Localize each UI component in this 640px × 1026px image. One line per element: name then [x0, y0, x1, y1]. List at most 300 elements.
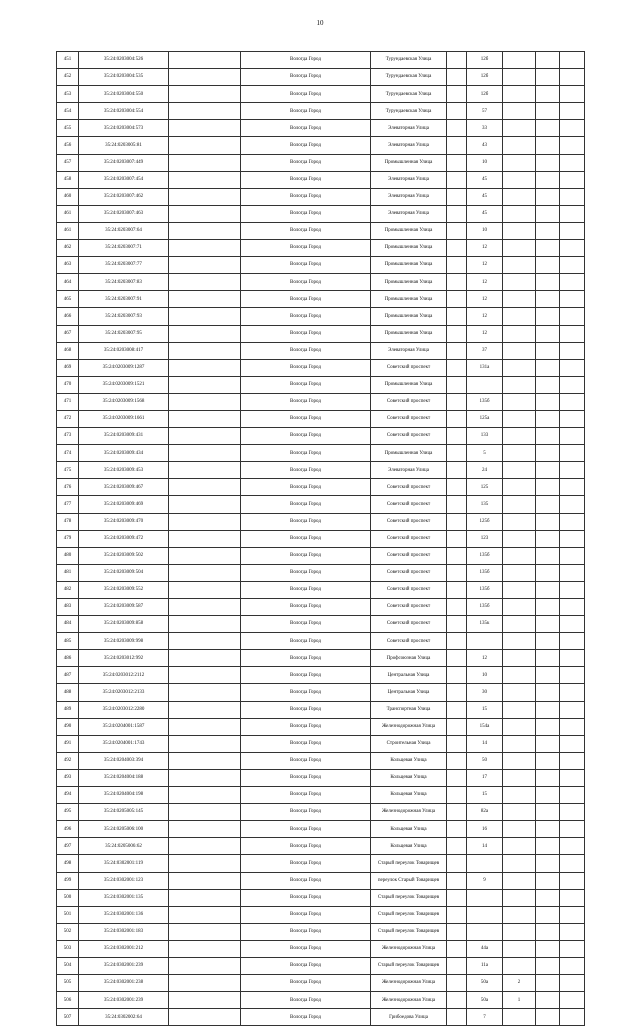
table-row: [57, 257, 585, 274]
empty-cell: [169, 1009, 241, 1026]
table-row: [57, 1009, 585, 1026]
empty-cell: [447, 513, 467, 530]
house-number: 135б: [467, 547, 503, 564]
empty-cell: [560, 581, 585, 598]
table-row: [57, 838, 585, 855]
empty-cell: [560, 376, 585, 393]
building-number: [503, 769, 536, 786]
extra-cell: [536, 906, 560, 923]
street: Элеваторная Улица: [371, 137, 447, 154]
empty-cell: [560, 804, 585, 821]
table-row: [57, 393, 585, 410]
city: Вологда Город: [241, 530, 371, 547]
street: Советский проспект: [371, 359, 447, 376]
street: Турундаевская Улица: [371, 69, 447, 86]
cadastral-number: 35:24:0203007:83: [79, 274, 169, 291]
city: Вологда Город: [241, 838, 371, 855]
extra-cell: [536, 205, 560, 222]
city: Вологда Город: [241, 804, 371, 821]
empty-cell: [169, 599, 241, 616]
cadastral-number: 35:24:0205006:100: [79, 821, 169, 838]
house-number: 17: [467, 769, 503, 786]
empty-cell: [560, 564, 585, 581]
empty-cell: [447, 308, 467, 325]
building-number: [503, 188, 536, 205]
extra-cell: [536, 188, 560, 205]
house-number: 131а: [467, 359, 503, 376]
street: Советский проспект: [371, 599, 447, 616]
empty-cell: [447, 769, 467, 786]
street: Старый переулок Товарищев: [371, 906, 447, 923]
city: Вологда Город: [241, 154, 371, 171]
extra-cell: [536, 701, 560, 718]
table-row: [57, 992, 585, 1009]
table-row: [57, 69, 585, 86]
house-number: 135б: [467, 393, 503, 410]
empty-cell: [447, 342, 467, 359]
empty-cell: [169, 69, 241, 86]
table-row: [57, 205, 585, 222]
extra-cell: [536, 599, 560, 616]
empty-cell: [447, 52, 467, 69]
row-number: 454: [57, 103, 79, 120]
empty-cell: [560, 291, 585, 308]
cadastral-number: 35:24:0204004:188: [79, 769, 169, 786]
empty-cell: [560, 650, 585, 667]
city: Вологда Город: [241, 650, 371, 667]
cadastral-number: 35:24:0203009:858: [79, 616, 169, 633]
city: Вологда Город: [241, 274, 371, 291]
row-number: 469: [57, 359, 79, 376]
street: Кольцевая Улица: [371, 752, 447, 769]
house-number: 135б: [467, 564, 503, 581]
empty-cell: [169, 650, 241, 667]
cadastral-number: 35:24:0203009:1287: [79, 359, 169, 376]
empty-cell: [560, 274, 585, 291]
table-row: [57, 513, 585, 530]
table-row: [57, 940, 585, 957]
house-number: 82а: [467, 804, 503, 821]
empty-cell: [447, 821, 467, 838]
extra-cell: [536, 410, 560, 427]
street: Железнодорожная Улица: [371, 940, 447, 957]
city: Вологда Город: [241, 718, 371, 735]
empty-cell: [447, 992, 467, 1009]
table-row: [57, 274, 585, 291]
empty-cell: [447, 410, 467, 427]
street: переулок Старый Товарищев: [371, 872, 447, 889]
table-row: [57, 445, 585, 462]
extra-cell: [536, 718, 560, 735]
table-row: [57, 496, 585, 513]
table-row: [57, 599, 585, 616]
street: Советский проспект: [371, 530, 447, 547]
table-row: [57, 701, 585, 718]
city: Вологда Город: [241, 906, 371, 923]
table-row: [57, 462, 585, 479]
extra-cell: [536, 154, 560, 171]
building-number: [503, 718, 536, 735]
empty-cell: [169, 274, 241, 291]
street: Советский проспект: [371, 496, 447, 513]
city: Вологда Город: [241, 872, 371, 889]
table-row: [57, 52, 585, 69]
empty-cell: [447, 718, 467, 735]
row-number: 497: [57, 838, 79, 855]
empty-cell: [169, 222, 241, 239]
extra-cell: [536, 376, 560, 393]
building-number: [503, 701, 536, 718]
building-number: [503, 650, 536, 667]
house-number: 37: [467, 342, 503, 359]
empty-cell: [447, 889, 467, 906]
table-row: [57, 188, 585, 205]
empty-cell: [169, 462, 241, 479]
empty-cell: [560, 838, 585, 855]
empty-cell: [560, 923, 585, 940]
empty-cell: [169, 205, 241, 222]
empty-cell: [169, 393, 241, 410]
empty-cell: [447, 496, 467, 513]
cadastral-number: 35:24:0302001:212: [79, 940, 169, 957]
house-number: 12б: [467, 52, 503, 69]
extra-cell: [536, 547, 560, 564]
cadastral-number: 35:24:0302001:135: [79, 889, 169, 906]
empty-cell: [560, 940, 585, 957]
empty-cell: [560, 86, 585, 103]
empty-cell: [560, 428, 585, 445]
cadastral-table: [56, 51, 585, 1026]
building-number: [503, 599, 536, 616]
empty-cell: [169, 735, 241, 752]
row-number: 496: [57, 821, 79, 838]
street: Турундаевская Улица: [371, 86, 447, 103]
extra-cell: [536, 462, 560, 479]
empty-cell: [560, 735, 585, 752]
city: Вологда Город: [241, 462, 371, 479]
empty-cell: [169, 513, 241, 530]
cadastral-number: 35:24:0203009:504: [79, 564, 169, 581]
row-number: 476: [57, 479, 79, 496]
empty-cell: [560, 633, 585, 650]
building-number: [503, 752, 536, 769]
extra-cell: [536, 240, 560, 257]
cadastral-number: 35:24:0302001:119: [79, 855, 169, 872]
extra-cell: [536, 359, 560, 376]
street: Промышленная Улица: [371, 154, 447, 171]
empty-cell: [447, 325, 467, 342]
city: Вологда Город: [241, 667, 371, 684]
building-number: [503, 787, 536, 804]
house-number: 12: [467, 274, 503, 291]
extra-cell: [536, 308, 560, 325]
house-number: 10: [467, 154, 503, 171]
cadastral-number: 35:24:0203009:1568: [79, 393, 169, 410]
house-number: 50а: [467, 975, 503, 992]
row-number: 461: [57, 222, 79, 239]
empty-cell: [560, 1009, 585, 1026]
empty-cell: [169, 308, 241, 325]
empty-cell: [169, 872, 241, 889]
row-number: 507: [57, 1009, 79, 1026]
cadastral-number: 35:24:0203009:998: [79, 633, 169, 650]
house-number: [467, 889, 503, 906]
empty-cell: [560, 393, 585, 410]
table-row: [57, 222, 585, 239]
empty-cell: [447, 650, 467, 667]
extra-cell: [536, 667, 560, 684]
city: Вологда Город: [241, 52, 371, 69]
row-number: 499: [57, 872, 79, 889]
row-number: 490: [57, 718, 79, 735]
building-number: [503, 274, 536, 291]
empty-cell: [169, 103, 241, 120]
extra-cell: [536, 923, 560, 940]
table-row: [57, 667, 585, 684]
house-number: 125б: [467, 513, 503, 530]
empty-cell: [560, 445, 585, 462]
cadastral-number: 35:24:0203004:550: [79, 86, 169, 103]
table-row: [57, 975, 585, 992]
street: Центральная Улица: [371, 684, 447, 701]
street: Кольцевая Улица: [371, 787, 447, 804]
extra-cell: [536, 445, 560, 462]
empty-cell: [560, 154, 585, 171]
house-number: 9: [467, 872, 503, 889]
row-number: 494: [57, 787, 79, 804]
house-number: 123: [467, 530, 503, 547]
building-number: 2: [503, 975, 536, 992]
cadastral-number: 35:24:0203004:554: [79, 103, 169, 120]
empty-cell: [447, 855, 467, 872]
extra-cell: [536, 1009, 560, 1026]
cadastral-number: 35:24:0203009:1661: [79, 410, 169, 427]
row-number: 501: [57, 906, 79, 923]
building-number: [503, 581, 536, 598]
house-number: 12: [467, 325, 503, 342]
row-number: 458: [57, 171, 79, 188]
house-number: 43: [467, 137, 503, 154]
city: Вологда Город: [241, 240, 371, 257]
cadastral-number: 35:24:0203009:1521: [79, 376, 169, 393]
empty-cell: [169, 821, 241, 838]
house-number: 7: [467, 1009, 503, 1026]
row-number: 460: [57, 188, 79, 205]
street: Транспортная Улица: [371, 701, 447, 718]
house-number: 125а: [467, 410, 503, 427]
street: Элеваторная Улица: [371, 205, 447, 222]
city: Вологда Город: [241, 103, 371, 120]
building-number: [503, 940, 536, 957]
building-number: [503, 376, 536, 393]
table-row: [57, 718, 585, 735]
city: Вологда Город: [241, 342, 371, 359]
empty-cell: [447, 376, 467, 393]
street: Турундаевская Улица: [371, 103, 447, 120]
extra-cell: [536, 69, 560, 86]
empty-cell: [447, 154, 467, 171]
building-number: [503, 171, 536, 188]
extra-cell: [536, 120, 560, 137]
cadastral-number: 35:24:0203008:417: [79, 342, 169, 359]
empty-cell: [447, 479, 467, 496]
building-number: [503, 923, 536, 940]
street: Промышленная Улица: [371, 325, 447, 342]
table-row: [57, 103, 585, 120]
street: Промышленная Улица: [371, 445, 447, 462]
cadastral-number: 35:24:0302001:239: [79, 957, 169, 974]
house-number: 133: [467, 428, 503, 445]
street: Советский проспект: [371, 616, 447, 633]
empty-cell: [169, 752, 241, 769]
table-row: [57, 633, 585, 650]
cadastral-number: 35:24:0203004:573: [79, 120, 169, 137]
empty-cell: [447, 240, 467, 257]
house-number: 45: [467, 171, 503, 188]
house-number: [467, 376, 503, 393]
table-row: [57, 735, 585, 752]
cadastral-number: 35:24:0205006:62: [79, 838, 169, 855]
house-number: 45: [467, 188, 503, 205]
empty-cell: [447, 428, 467, 445]
row-number: 487: [57, 667, 79, 684]
city: Вологда Город: [241, 393, 371, 410]
house-number: [467, 906, 503, 923]
street: Советский проспект: [371, 547, 447, 564]
row-number: 502: [57, 923, 79, 940]
cadastral-number: 35:24:0302001:123: [79, 872, 169, 889]
cadastral-number: 35:24:0203009:502: [79, 547, 169, 564]
city: Вологда Город: [241, 855, 371, 872]
building-number: [503, 154, 536, 171]
empty-cell: [447, 940, 467, 957]
table-row: [57, 530, 585, 547]
empty-cell: [169, 257, 241, 274]
row-number: 488: [57, 684, 79, 701]
empty-cell: [560, 462, 585, 479]
table-row: [57, 684, 585, 701]
empty-cell: [447, 445, 467, 462]
empty-cell: [447, 787, 467, 804]
table-row: [57, 86, 585, 103]
empty-cell: [169, 547, 241, 564]
extra-cell: [536, 616, 560, 633]
empty-cell: [560, 257, 585, 274]
cadastral-number: 35:24:0302001:238: [79, 975, 169, 992]
building-number: [503, 359, 536, 376]
empty-cell: [447, 616, 467, 633]
cadastral-number: 35:24:0203012:2112: [79, 667, 169, 684]
street: Промышленная Улица: [371, 257, 447, 274]
house-number: 135к: [467, 616, 503, 633]
empty-cell: [560, 359, 585, 376]
street: Элеваторная Улица: [371, 171, 447, 188]
city: Вологда Город: [241, 599, 371, 616]
house-number: 45: [467, 205, 503, 222]
building-number: [503, 257, 536, 274]
city: Вологда Город: [241, 188, 371, 205]
city: Вологда Город: [241, 137, 371, 154]
row-number: 464: [57, 274, 79, 291]
row-number: 492: [57, 752, 79, 769]
row-number: 462: [57, 240, 79, 257]
house-number: 125: [467, 479, 503, 496]
street: Советский проспект: [371, 410, 447, 427]
building-number: [503, 821, 536, 838]
table-row: [57, 855, 585, 872]
empty-cell: [169, 291, 241, 308]
row-number: 473: [57, 428, 79, 445]
street: Кольцевая Улица: [371, 821, 447, 838]
city: Вологда Город: [241, 821, 371, 838]
extra-cell: [536, 325, 560, 342]
row-number: 463: [57, 257, 79, 274]
street: Железнодорожная Улица: [371, 992, 447, 1009]
house-number: [467, 855, 503, 872]
empty-cell: [169, 496, 241, 513]
empty-cell: [560, 992, 585, 1009]
table-row: [57, 325, 585, 342]
empty-cell: [169, 120, 241, 137]
table-row: [57, 804, 585, 821]
empty-cell: [169, 530, 241, 547]
empty-cell: [169, 923, 241, 940]
empty-cell: [560, 479, 585, 496]
empty-cell: [447, 530, 467, 547]
extra-cell: [536, 975, 560, 992]
street: Старый переулок Товарищев: [371, 889, 447, 906]
empty-cell: [447, 393, 467, 410]
building-number: [503, 308, 536, 325]
house-number: 10: [467, 222, 503, 239]
cadastral-number: 35:24:0203009:587: [79, 599, 169, 616]
street: Промышленная Улица: [371, 222, 447, 239]
empty-cell: [447, 222, 467, 239]
row-number: 467: [57, 325, 79, 342]
building-number: [503, 513, 536, 530]
table-row: [57, 308, 585, 325]
cadastral-number: 35:24:0204004:198: [79, 787, 169, 804]
empty-cell: [169, 701, 241, 718]
cadastral-number: 35:24:0203009:469: [79, 496, 169, 513]
extra-cell: [536, 257, 560, 274]
street: Советский проспект: [371, 564, 447, 581]
row-number: 453: [57, 86, 79, 103]
empty-cell: [560, 69, 585, 86]
street: Промышленная Улица: [371, 291, 447, 308]
extra-cell: [536, 633, 560, 650]
cadastral-number: 35:24:0203009:453: [79, 462, 169, 479]
empty-cell: [560, 342, 585, 359]
street: Промышленная Улица: [371, 376, 447, 393]
empty-cell: [560, 120, 585, 137]
extra-cell: [536, 393, 560, 410]
street: Строительная Улица: [371, 735, 447, 752]
city: Вологда Город: [241, 445, 371, 462]
city: Вологда Город: [241, 975, 371, 992]
house-number: 5: [467, 445, 503, 462]
building-number: [503, 855, 536, 872]
city: Вологда Город: [241, 684, 371, 701]
empty-cell: [169, 86, 241, 103]
row-number: 480: [57, 547, 79, 564]
empty-cell: [447, 171, 467, 188]
cadastral-number: 35:24:0203007:463: [79, 205, 169, 222]
house-number: 15: [467, 787, 503, 804]
house-number: 14: [467, 735, 503, 752]
row-number: 484: [57, 616, 79, 633]
city: Вологда Город: [241, 701, 371, 718]
